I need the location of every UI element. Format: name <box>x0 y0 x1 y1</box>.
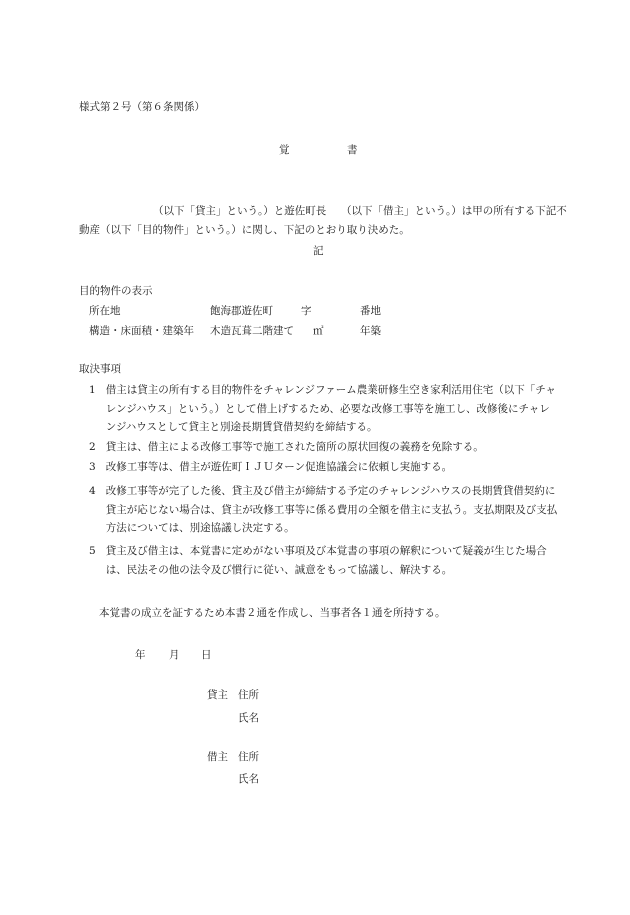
structure-unit: ㎡ <box>313 325 324 337</box>
borrower-role: 借主 <box>207 751 228 763</box>
term-number: 4 <box>89 485 96 497</box>
structure-type: 木造瓦葺二階建て <box>210 325 294 337</box>
term-number: 5 <box>89 545 96 557</box>
term-item-4 <box>89 482 559 538</box>
term-text: 貸主は、借主による改修工事等で施工された箇所の原状回復の義務を免除する。 <box>105 441 484 453</box>
date-day: 日 <box>201 649 212 661</box>
lender-name-label: 氏名 <box>238 712 259 724</box>
title-char-2: 書 <box>347 144 358 156</box>
borrower-name-label: 氏名 <box>238 773 259 785</box>
lender-address-label: 住所 <box>238 689 259 701</box>
ki-heading: 記 <box>313 245 324 257</box>
term-item-3 <box>89 458 559 477</box>
intro-line-2: 動産（以下「目的物件」という。）に関し、下記のとおり取り決めた。 <box>79 224 410 236</box>
term-text: 改修工事等が完了した後、貸主及び借主が締結する予定のチャレンジハウスの長期賃貸借契約に貸主が応じない場合は、貸主が改修工事等に係る費用の全額を借主に支払う。支払期限及び支払方法については、別途協議し決定する。 <box>105 485 558 534</box>
date-year: 年 <box>135 649 146 661</box>
borrower-address-label: 住所 <box>238 751 259 763</box>
location-label: 所在地 <box>89 305 121 317</box>
intro-line-1b: （以下「借主」という。）は甲の所有する下記不 <box>341 205 567 217</box>
structure-label: 構造・床面積・建築年 <box>89 325 194 337</box>
term-item-2 <box>89 438 559 457</box>
structure-year: 年築 <box>360 325 381 337</box>
term-number: 3 <box>89 461 96 473</box>
location-aza: 字 <box>301 305 312 317</box>
term-text: 貸主及び借主は、本覚書に定めがない事項及び本覚書の事項の解釈について疑義が生じた場合は、民法その他の法令及び慣行に従い、誠意をもって協議し、解決する。 <box>105 545 547 576</box>
term-text: 改修工事等は、借主が遊佐町ＩＪＵターン促進協議会に依頼し実施する。 <box>105 461 453 473</box>
intro-line-1a: （以下「貸主」という。）と遊佐町長 <box>153 205 327 217</box>
term-item-5 <box>89 542 559 579</box>
closing-statement: 本覚書の成立を証するため本書２通を作成し、当事者各１通を所持する。 <box>99 607 446 619</box>
location-banchi: 番地 <box>360 305 381 317</box>
terms-heading: 取決事項 <box>79 363 121 375</box>
form-number: 様式第２号（第６条関係） <box>79 101 205 113</box>
date-month: 月 <box>169 649 180 661</box>
property-heading: 目的物件の表示 <box>79 285 153 297</box>
term-number: 2 <box>89 441 96 453</box>
lender-role: 貸主 <box>207 689 228 701</box>
location-county: 飽海郡遊佐町 <box>210 305 273 317</box>
term-item-1 <box>89 381 559 437</box>
term-number: 1 <box>89 384 96 396</box>
term-text: 借主は貸主の所有する目的物件をチャレンジファーム農業研修生空き家利活用住宅（以下「チャレンジハウス」という。）として借上げするため、必要な改修工事等を施工し、改修後にチャレンジハウスとして貸主と別途長期賃貸借契約を締結する。 <box>105 384 556 433</box>
title-char-1: 覚 <box>279 144 290 156</box>
